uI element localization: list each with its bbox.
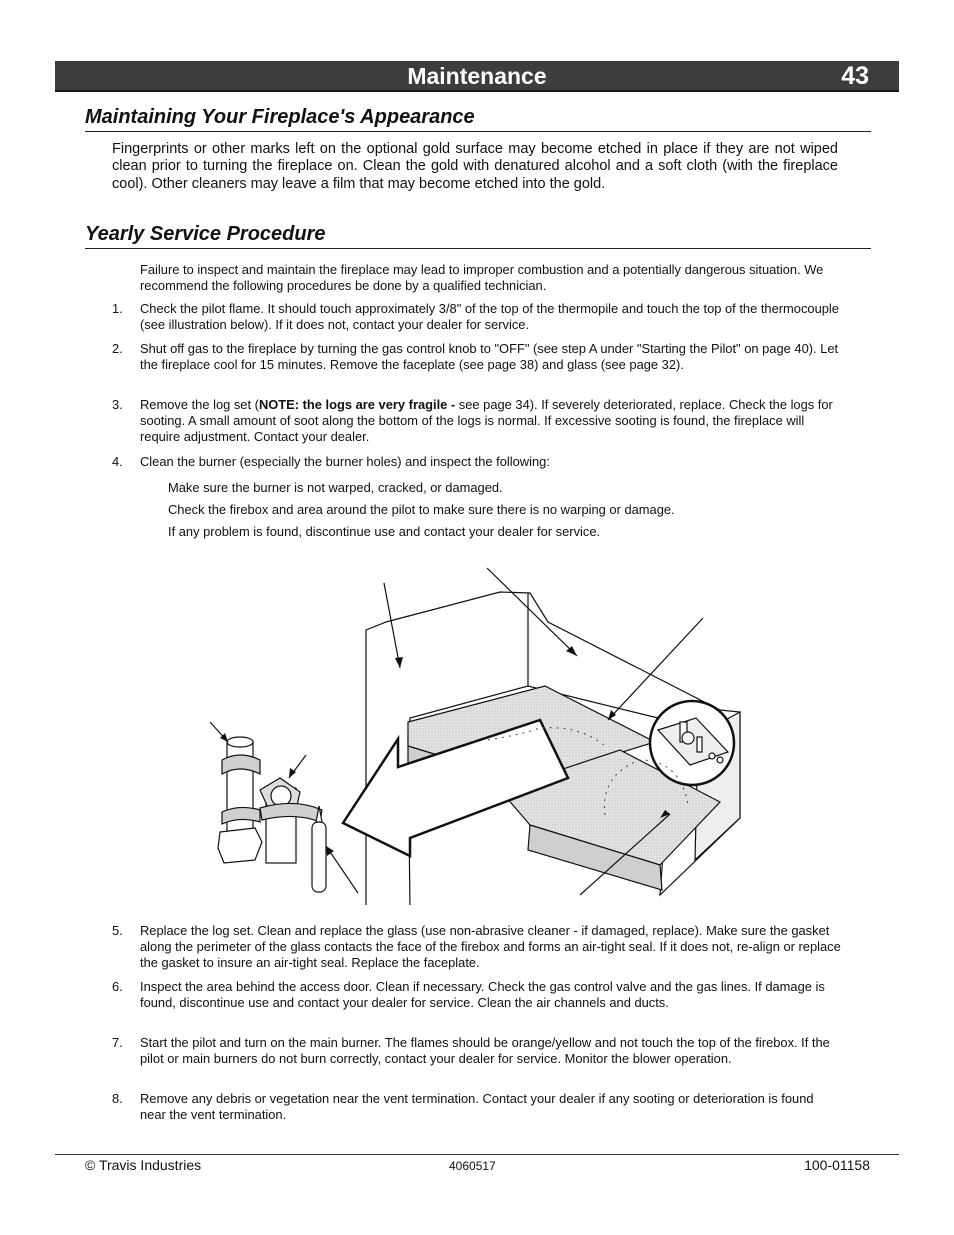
step-6	[112, 979, 842, 1011]
step-3	[112, 397, 842, 445]
appearance-paragraph: Fingerprints or other marks left on the optional gold surface may become etched in place if they are not wiped clean prior to turning the fireplace on. Clean the gold with denatured alcohol and a soft cloth (with the fireplace cool). Other cleaners may leave a film that may become etched into the gold.	[112, 141, 838, 192]
step-text: Clean the burner (especially the burner holes) and inspect the following:	[140, 454, 550, 469]
check-item: Make sure the burner is not warped, cracked, or damaged.	[168, 480, 503, 495]
footer-divider	[55, 1154, 899, 1155]
step-text: Remove any debris or vegetation near the vent termination. Contact your dealer if any sooting or deterioration is found near the vent termination.	[140, 1091, 814, 1122]
firebox-diagram	[343, 592, 740, 905]
step-8	[112, 1091, 842, 1123]
check-item: Check the firebox and area around the pilot to make sure there is no warping or damage.	[168, 502, 675, 517]
footer-copyright: © Travis Industries	[85, 1157, 202, 1173]
footer-doc-code: 4060517	[449, 1159, 496, 1173]
step-5	[112, 923, 842, 971]
fragile-note: NOTE: the logs are very fragile -	[258, 397, 456, 412]
step-text: Inspect the area behind the access door. Clean if necessary. Check the gas control valve and the gas lines. If damage is found, discontinue use and contact your dealer for service. Clean the air channels and ducts.	[140, 979, 825, 1010]
page-title: Maintenance	[407, 63, 547, 89]
step-text: Shut off gas to the fireplace by turning the gas control knob to "OFF" (see step A under "Starting the Pilot" on page 40). Let the fireplace cool for 15 minutes. Remove the faceplate (see page 38) and glass (see page 32).	[140, 341, 839, 372]
step-number: 1.	[112, 301, 123, 316]
step-text: Remove the log set (NOTE: the logs are very fragile - see page 34). If severely deteriorated, replace. Check the logs for sooting. A small amount of soot along the bottom of the logs is normal. If excessive sooting is found, the fireplace will require adjustment. Contact your dealer.	[140, 397, 833, 444]
step-number: 4.	[112, 454, 123, 469]
step-number: 6.	[112, 979, 123, 994]
step-number: 5.	[112, 923, 123, 938]
page-number: 43	[841, 62, 869, 90]
step-number: 8.	[112, 1091, 123, 1106]
step-number: 7.	[112, 1035, 123, 1050]
page-header-bar	[55, 61, 899, 92]
step-number: 2.	[112, 341, 123, 356]
check-item: If any problem is found, discontinue use and contact your dealer for service.	[168, 524, 601, 539]
step-4	[112, 454, 842, 470]
step-number: 3.	[112, 397, 123, 412]
service-heading: Yearly Service Procedure	[85, 223, 871, 249]
step-text: Start the pilot and turn on the main burner. The flames should be orange/yellow and not touch the top of the firebox. If the pilot or main burners do not burn correctly, contact your dealer for service. Monitor the blower operation.	[140, 1035, 830, 1066]
footer-part-number: 100-01158	[804, 1157, 870, 1173]
step-2	[112, 341, 842, 373]
step-7	[112, 1035, 842, 1067]
step-text: Replace the log set. Clean and replace the glass (use non-abrasive cleaner - if damaged, replace). Make sure the gasket along the perimeter of the glass contacts the face of the firebox and forms an air-tight seal. If it does not, re-align or replace the gasket to insure an air-tight seal. Replace the faceplate.	[140, 923, 841, 970]
step-1	[112, 301, 842, 333]
pilot-burner-illustration	[200, 560, 760, 905]
step-text: Check the pilot flame. It should touch approximately 3/8" of the top of the thermopile and touch the top of the thermocouple (see illustration below). If it does not, contact your dealer for service.	[140, 301, 839, 332]
thermocouple-detail	[218, 737, 326, 892]
appearance-heading: Maintaining Your Fireplace's Appearance	[85, 106, 871, 132]
service-intro: Failure to inspect and maintain the fireplace may lead to improper combustion and a potentially dangerous situation. We recommend the following procedures be done by a qualified technician.	[140, 262, 824, 293]
